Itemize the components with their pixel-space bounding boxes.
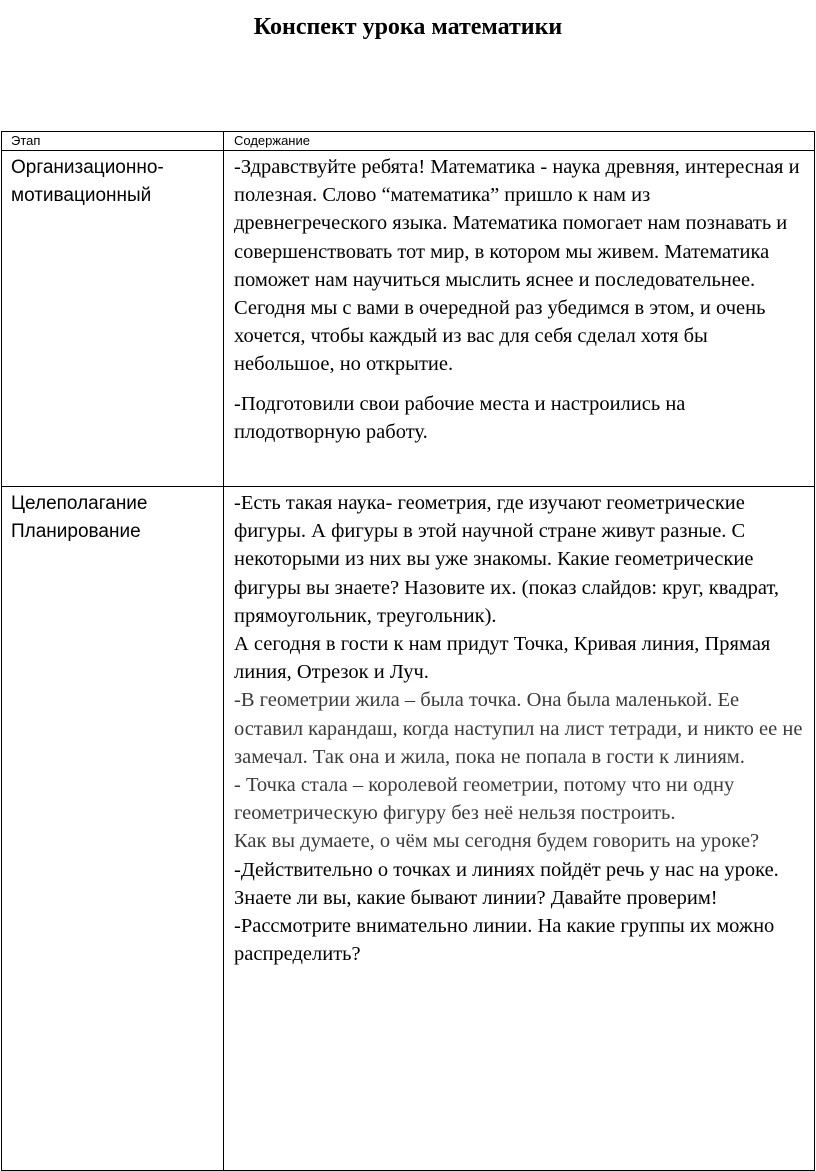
header-stage: Этап [2,132,224,151]
content-paragraph: -Подготовили свои рабочие места и настроились на плодотворную работу. [234,392,686,443]
table-header-row [2,132,815,151]
content-cell [224,487,815,1171]
stage-cell [2,487,224,1171]
content-paragraph: -Рассмотрите внимательно линии. На какие группы их можно распределить? [234,915,775,966]
document-title: Конспект урока математики [253,14,563,40]
table-row [2,487,815,1171]
stage-line: Целеполагание [11,493,148,514]
stage-line: мотивационный [11,185,152,206]
content-paragraph: -Есть такая наука- геометрия, где изучают геометрические фигуры. А фигуры в этой научной стране живут разные. С некоторыми из них вы уже знакомы. Какие геометрические фигуры вы знаете? Назовите их. (показ слайдов: круг, квадрат, прямоугольник, треугольник). [234,492,780,627]
content-paragraph: - Точка стала – королевой геометрии, потому что ни одну геометрическую фигуру без неё нельзя построить. [234,774,735,825]
stage-line: Организационно- [11,157,164,178]
table-row [2,151,815,487]
lesson-table [1,131,815,1171]
stage-cell [2,151,224,487]
content-paragraph: А сегодня в гости к нам придут Точка, Кривая линия, Прямая линия, Отрезок и Луч. [234,633,771,684]
content-cell [224,151,815,487]
header-content: Содержание [224,132,815,151]
content-paragraph: -В геометрии жила – была точка. Она была маленькой. Ее оставил карандаш, когда наступил на лист тетради, и никто ее не замечал. Так она и жила, пока не попала в гости к линиям. [234,689,803,768]
content-paragraph: Знаете ли вы, какие бывают линии? Давайте проверим! [234,886,718,909]
stage-line: Планирование [11,521,141,542]
content-paragraph: -Здравствуйте ребята! Математика - наука древняя, интересная и полезная. Слово “математика” пришло к нам из древнегреческого языка. Математика помогает нам познавать и совершенствовать тот мир, в котором мы живем. Математика поможет нам научиться мыслить яснее и последовательнее. Сегодня мы с вами в очередной раз убедимся в этом, и очень хочется, чтобы каждый из вас для себя сделал хотя бы небольшое, но открытие. [234,156,800,376]
content-paragraph: -Действительно о точках и линиях пойдёт речь у нас на уроке. [234,858,779,881]
content-paragraph: Как вы думаете, о чём мы сегодня будем говорить на уроке? [234,830,760,853]
